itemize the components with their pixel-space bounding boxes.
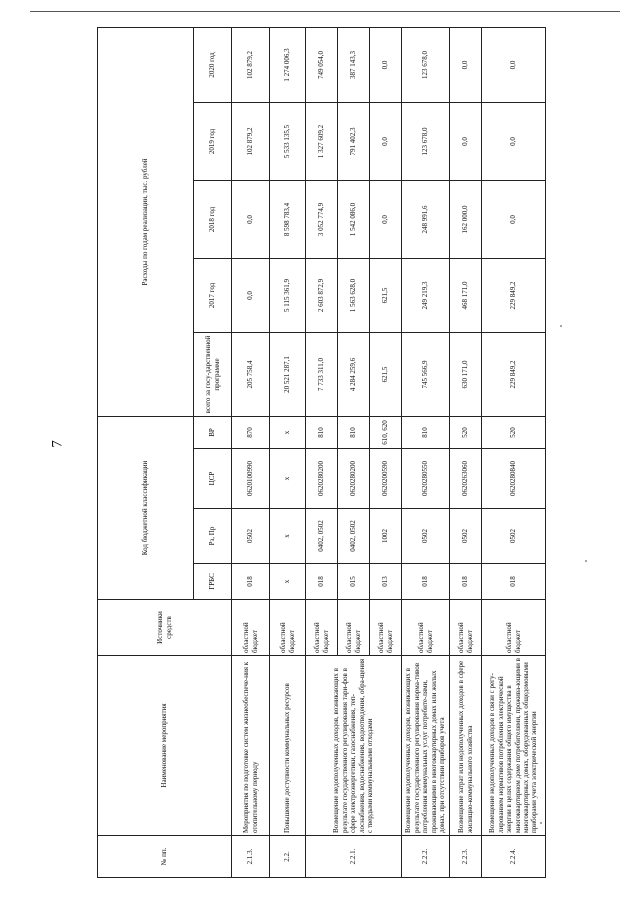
table-row <box>306 27 338 877</box>
table-row <box>450 27 482 877</box>
kbk-group-header: Код бюджетной классификации <box>98 416 194 599</box>
row-2017: 1 563 628,0 <box>338 258 370 332</box>
row-2017: 2 603 872,9 <box>306 258 338 332</box>
row-vr: x <box>270 416 306 448</box>
row-2017: 229 849,2 <box>482 258 546 332</box>
table-row <box>270 27 306 877</box>
row-num: 2.2.1. <box>306 836 402 878</box>
row-num: 2.2.3. <box>450 836 482 878</box>
row-2017: 249 219,3 <box>402 258 450 332</box>
row-total: 20 521 287,1 <box>270 332 306 416</box>
row-vr: 870 <box>232 416 270 448</box>
row-source: областной бюджет <box>232 600 270 656</box>
col-source-header: Источники средств <box>98 600 232 656</box>
row-2019: 1 327 609,2 <box>306 102 338 180</box>
col-2018-header: 2018 год <box>194 180 232 258</box>
row-name: Возмещение затрат или недополученных доходов в сфере жилищно-коммунального хозяйства <box>450 656 482 836</box>
row-2018: 0,0 <box>370 180 402 258</box>
row-2019: 791 402,3 <box>338 102 370 180</box>
row-rzpr: 1002 <box>370 509 402 564</box>
row-total: 205 758,4 <box>232 332 270 416</box>
row-2020: 387 143,3 <box>338 27 370 102</box>
row-2020: 102 879,2 <box>232 27 270 102</box>
row-2019: 0,0 <box>482 102 546 180</box>
row-source: областной бюджет <box>338 600 370 656</box>
row-2018: 162 000,0 <box>450 180 482 258</box>
row-2020: 0,0 <box>370 27 402 102</box>
row-2017: 468 171,0 <box>450 258 482 332</box>
row-vr: 610, 620 <box>370 416 402 448</box>
row-rzpr: 0502 <box>482 509 546 564</box>
row-2018: 248 991,6 <box>402 180 450 258</box>
row-num: 2.1.3. <box>232 836 270 878</box>
table-row <box>402 27 450 877</box>
budget-table-sheet <box>97 28 539 878</box>
row-2017: 5 115 361,9 <box>270 258 306 332</box>
row-csr: 0620280550 <box>402 449 450 509</box>
row-rzpr: 0502 <box>402 509 450 564</box>
table-row <box>232 27 270 877</box>
row-2020: 0,0 <box>450 27 482 102</box>
col-rzpr-header: Рз, Пр <box>194 509 232 564</box>
row-num: 2.2.2. <box>402 836 450 878</box>
col-total-header: всего за госу-дарственной программе <box>194 332 232 416</box>
row-grbs: x <box>270 564 306 600</box>
row-rzpr: x <box>270 509 306 564</box>
row-2018: 0,0 <box>232 180 270 258</box>
row-csr: x <box>270 449 306 509</box>
page-number: 7 <box>49 440 66 448</box>
scan-speck <box>560 325 562 327</box>
row-2020: 0,0 <box>482 27 546 102</box>
row-2019: 0,0 <box>450 102 482 180</box>
row-csr: 0620280840 <box>482 449 546 509</box>
row-grbs: 018 <box>306 564 338 600</box>
row-name: Возмещение недополученных доходов, возникающих в результате государственного регулирования тари-фов в сфере электроэнергетики, газоснабжения, теп-лоснабжения, водоснабжения, водоотведения, обра-щения с твердыми коммунальными отходами <box>306 656 402 836</box>
row-2020: 123 678,0 <box>402 27 450 102</box>
row-2019: 0,0 <box>370 102 402 180</box>
col-csr-header: ЦСР <box>194 449 232 509</box>
row-vr: 810 <box>338 416 370 448</box>
row-grbs: 018 <box>450 564 482 600</box>
row-2017: 0,0 <box>232 258 270 332</box>
row-csr: 0620280200 <box>306 449 338 509</box>
row-name: Возмещение недополученных доходов в связи с регу-лированием нормативов потребления электрической энергии в целях содержания общего имущества в многоквартирном доме потребителями, прожива-ющими в многоквартирных домах, оборудованных общедомовыми приборами учета электрической энергии <box>482 656 546 836</box>
col-grbs-header: ГРБС <box>194 564 232 600</box>
row-2019: 123 678,0 <box>402 102 450 180</box>
row-2020: 749 054,0 <box>306 27 338 102</box>
row-2018: 8 598 783,4 <box>270 180 306 258</box>
row-num: 2.2. <box>270 836 306 878</box>
row-2019: 5 533 135,5 <box>270 102 306 180</box>
row-rzpr: 0502 <box>232 509 270 564</box>
row-2018: 3 052 774,9 <box>306 180 338 258</box>
row-grbs: 018 <box>402 564 450 600</box>
row-csr: 0620280200 <box>338 449 370 509</box>
row-2018: 1 542 086,0 <box>338 180 370 258</box>
row-grbs: 013 <box>370 564 402 600</box>
row-name: Повышение доступности коммунальных ресурсов <box>270 656 306 836</box>
row-vr: 520 <box>482 416 546 448</box>
scan-speck <box>540 822 542 824</box>
row-name: Возмещение недополученных доходов, возникающих в результате государственного регулирования норма-тивов потребления коммунальных услуг потребите-лями, проживающими в многоквартирных домах или жилых домах, при отсутствии приборов учета <box>402 656 450 836</box>
table-row <box>482 27 546 877</box>
scan-speck <box>585 560 587 562</box>
row-total: 745 566,9 <box>402 332 450 416</box>
row-grbs: 015 <box>338 564 370 600</box>
row-grbs: 018 <box>482 564 546 600</box>
row-rzpr: 0402, 0502 <box>306 509 338 564</box>
row-vr: 810 <box>402 416 450 448</box>
row-csr: 0620100990 <box>232 449 270 509</box>
col-2019-header: 2019 год <box>194 102 232 180</box>
row-grbs: 018 <box>232 564 270 600</box>
row-2019: 102 879,2 <box>232 102 270 180</box>
col-num-header: № пп. <box>98 836 232 878</box>
col-vr-header: ВР <box>194 416 232 448</box>
col-2017-header: 2017 год <box>194 258 232 332</box>
row-num: 2.2.4. <box>482 836 546 878</box>
row-2018: 0,0 <box>482 180 546 258</box>
row-total: 229 849,2 <box>482 332 546 416</box>
row-total: 630 171,0 <box>450 332 482 416</box>
row-csr: 0620263060 <box>450 449 482 509</box>
row-total: 621,5 <box>370 332 402 416</box>
row-csr: 0620200590 <box>370 449 402 509</box>
row-rzpr: 0502 <box>450 509 482 564</box>
col-name-header: Наименование мероприятия <box>98 656 232 836</box>
row-total: 7 733 311,0 <box>306 332 338 416</box>
row-source: областной бюджет <box>306 600 338 656</box>
row-2020: 1 274 006,3 <box>270 27 306 102</box>
top-rule <box>30 11 620 12</box>
row-source: областной бюджет <box>482 600 546 656</box>
row-source: областной бюджет <box>402 600 450 656</box>
row-source: областной бюджет <box>450 600 482 656</box>
col-2020-header: 2020 год <box>194 27 232 102</box>
expenses-group-header: Расходы по годам реализации, тыс. рублей <box>98 27 194 416</box>
row-total: 4 284 259,6 <box>338 332 370 416</box>
budget-table <box>97 27 546 878</box>
row-rzpr: 0402, 0502 <box>338 509 370 564</box>
row-vr: 520 <box>450 416 482 448</box>
row-2017: 621,5 <box>370 258 402 332</box>
row-name: Мероприятия по подготовке систем жизнеобеспече-ния к отопительному периоду <box>232 656 270 836</box>
row-source: областной бюджет <box>370 600 402 656</box>
row-vr: 810 <box>306 416 338 448</box>
row-source: областной бюджет <box>270 600 306 656</box>
